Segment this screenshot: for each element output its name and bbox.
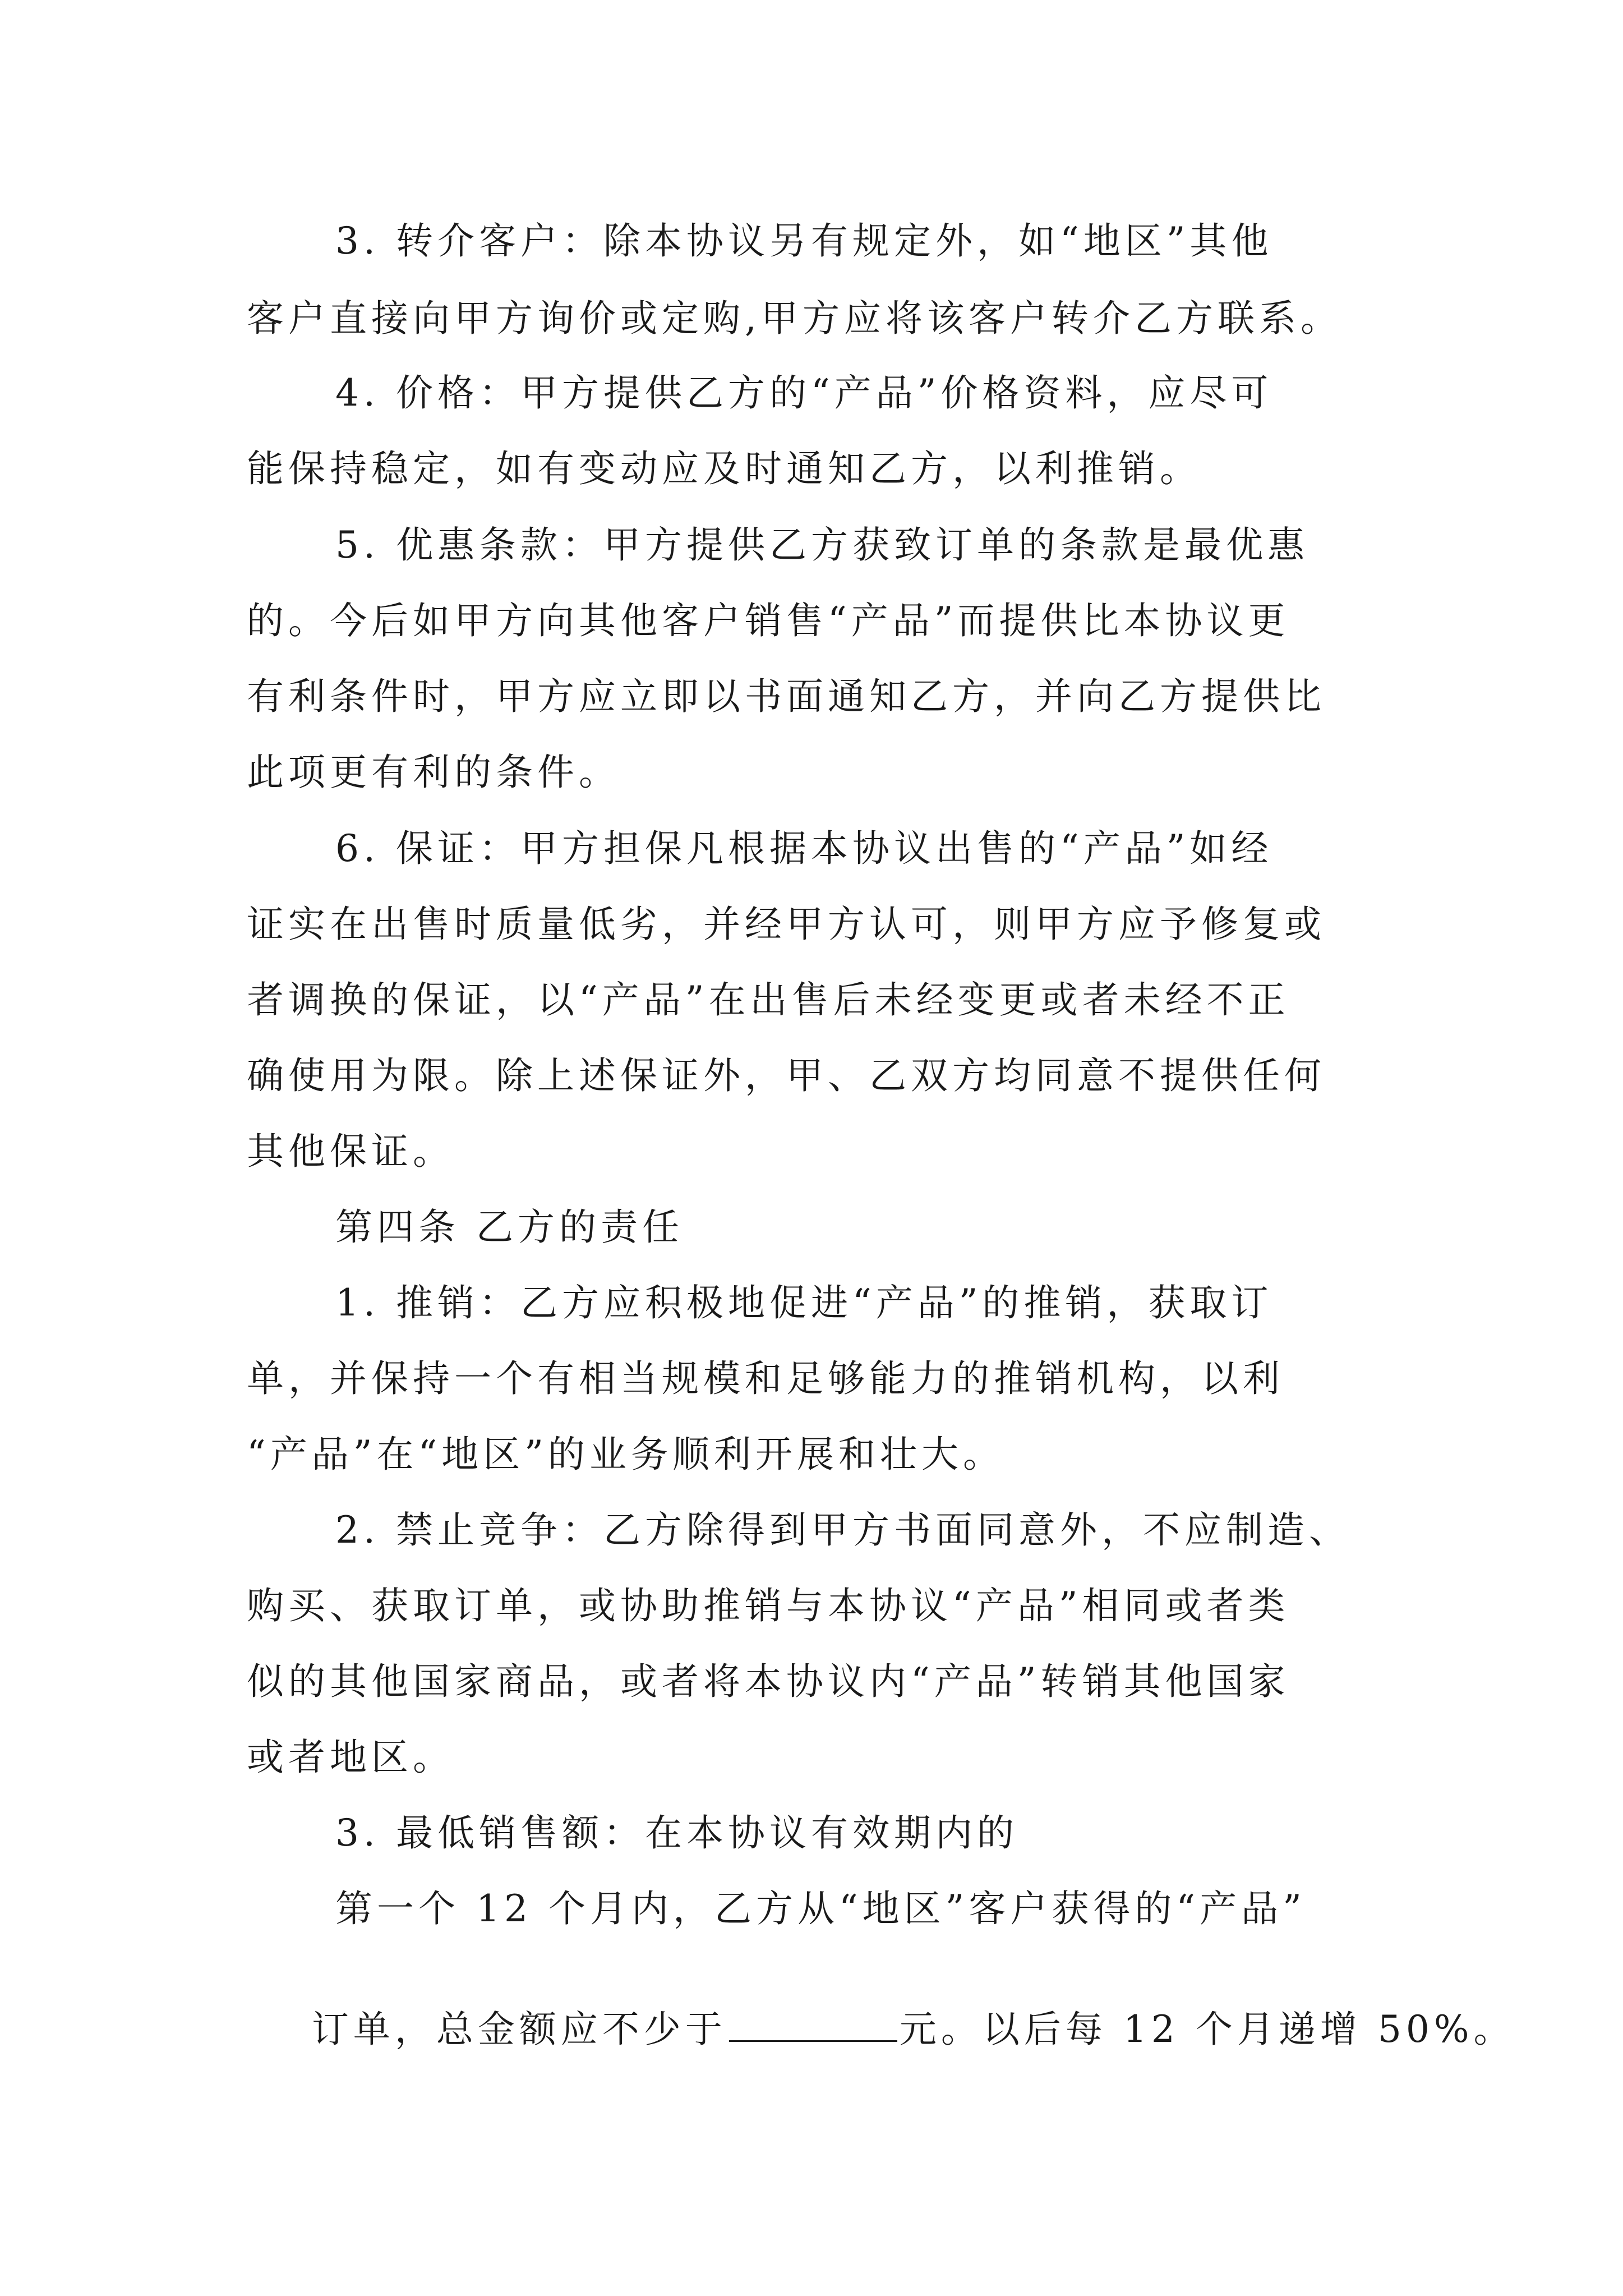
text-line: 客户直接向甲方询价或定购,甲方应将该客户转介乙方联系。 — [247, 297, 1342, 340]
text-line: “产品”在“地区”的业务顺利开展和壮大。 — [247, 1433, 1004, 1476]
text-line: 单，并保持一个有相当规模和足够能力的推销机构，以利 — [247, 1357, 1284, 1400]
text-line: 的。今后如甲方向其他客户销售“产品”而提供比本协议更 — [247, 599, 1290, 642]
text-line: 3. 转介客户：除本协议另有规定外，如“地区”其他 — [335, 219, 1273, 263]
text-line-with-blank — [247, 1962, 1515, 2097]
text-line: 证实在出售时质量低劣，并经甲方认可，则甲方应予修复或 — [247, 903, 1326, 946]
text-line: 此项更有利的条件。 — [247, 751, 620, 794]
text-line: 或者地区。 — [247, 1736, 454, 1779]
text-line: 似的其他国家商品，或者将本协议内“产品”转销其他国家 — [247, 1660, 1290, 1703]
text-line: 者调换的保证，以“产品”在出售后未经变更或者未经不正 — [247, 978, 1290, 1022]
text-line: 2. 禁止竞争：乙方除得到甲方书面同意外，不应制造、 — [335, 1508, 1350, 1552]
text-line: 购买、获取订单，或协助推销与本协议“产品”相同或者类 — [247, 1584, 1290, 1627]
text-line: 1. 推销：乙方应积极地促进“产品”的推销，获取订 — [335, 1281, 1273, 1324]
text-line: 能保持稳定，如有变动应及时通知乙方，以利推销。 — [247, 447, 1201, 490]
fill-in-blank — [729, 2038, 897, 2042]
text-segment: 订单，总金额应不少于 — [311, 2008, 727, 2051]
text-line: 6. 保证：甲方担保凡根据本协议出售的“产品”如经 — [335, 827, 1273, 870]
text-line: 3. 最低销售额：在本协议有效期内的 — [335, 1811, 1018, 1855]
text-line: 有利条件时，甲方应立即以书面通知乙方，并向乙方提供比 — [247, 675, 1326, 718]
section-heading: 第四条 乙方的责任 — [335, 1205, 684, 1249]
text-segment: 元。以后每 12 个月递增 50%。 — [899, 2008, 1515, 2051]
text-line: 其他保证。 — [247, 1130, 454, 1173]
text-line: 4. 价格：甲方提供乙方的“产品”价格资料，应尽可 — [335, 371, 1273, 415]
text-line: 确使用为限。除上述保证外，甲、乙双方均同意不提供任何 — [247, 1054, 1326, 1097]
text-line: 第一个 12 个月内，乙方从“地区”客户获得的“产品” — [335, 1887, 1306, 1930]
text-line: 5. 优惠条款：甲方提供乙方获致订单的条款是最优惠 — [335, 523, 1309, 567]
